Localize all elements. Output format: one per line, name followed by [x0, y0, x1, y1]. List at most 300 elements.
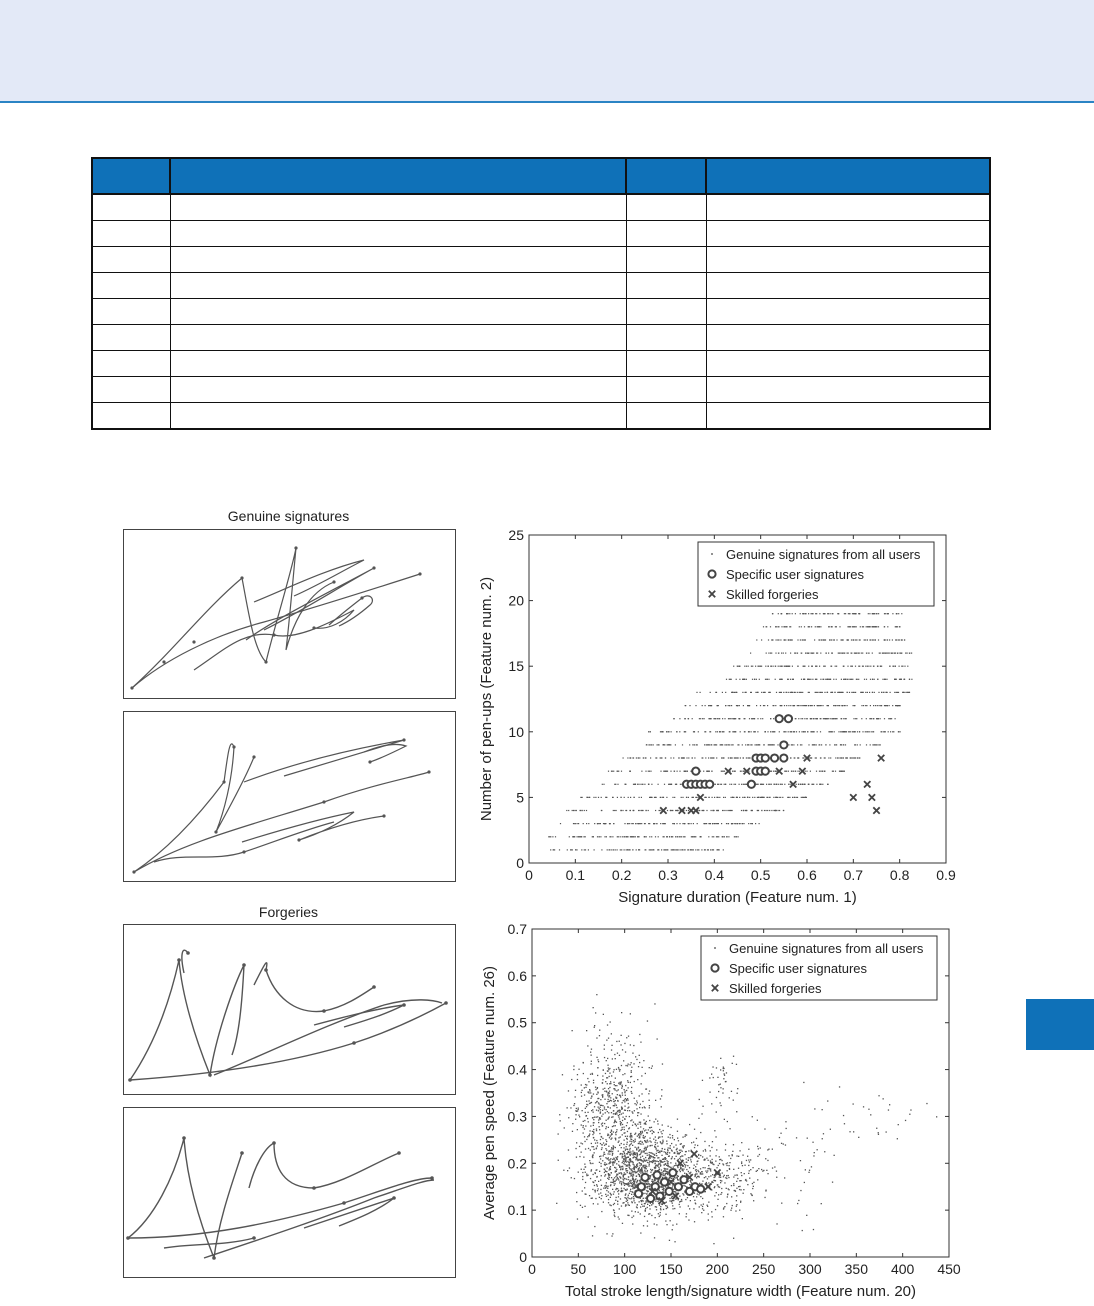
genuine-point: [606, 1077, 607, 1078]
genuine-point: [870, 666, 871, 667]
genuine-point: [624, 1155, 625, 1156]
genuine-point: [720, 1159, 721, 1160]
genuine-point: [640, 1159, 641, 1160]
genuine-point: [608, 1112, 609, 1113]
genuine-point: [582, 1207, 583, 1208]
genuine-point: [609, 1073, 610, 1074]
table-cell: [92, 194, 170, 221]
genuine-point: [572, 1030, 573, 1031]
genuine-point: [820, 626, 821, 627]
genuine-point: [612, 1164, 613, 1165]
genuine-point: [665, 1205, 666, 1206]
genuine-point: [632, 1111, 633, 1112]
genuine-point: [588, 1216, 589, 1217]
genuine-point: [792, 666, 793, 667]
genuine-point: [627, 849, 628, 850]
genuine-point: [758, 1148, 759, 1149]
genuine-point: [907, 666, 908, 667]
genuine-point: [742, 1155, 743, 1156]
genuine-point: [661, 1133, 662, 1134]
genuine-point: [749, 797, 750, 798]
genuine-point: [647, 1020, 648, 1021]
genuine-point: [766, 784, 767, 785]
genuine-point: [728, 705, 729, 706]
genuine-point: [661, 1131, 662, 1132]
genuine-point: [721, 1160, 722, 1161]
genuine-point: [718, 849, 719, 850]
genuine-point: [656, 1155, 657, 1156]
genuine-point: [879, 705, 880, 706]
genuine-point: [597, 1098, 598, 1099]
genuine-point: [793, 744, 794, 745]
genuine-point: [658, 1182, 659, 1183]
x-tick-label: 450: [937, 1261, 961, 1277]
genuine-point: [597, 1190, 598, 1191]
genuine-point: [733, 1100, 734, 1101]
genuine-point: [670, 771, 671, 772]
genuine-point: [813, 718, 814, 719]
genuine-point: [801, 718, 802, 719]
genuine-point: [739, 1189, 740, 1190]
genuine-point: [703, 771, 704, 772]
pen-ups-vs-duration-plot: [470, 520, 970, 915]
genuine-point: [715, 744, 716, 745]
genuine-point: [759, 823, 760, 824]
genuine-point: [622, 1095, 623, 1096]
genuine-point: [652, 1203, 653, 1204]
genuine-point: [613, 1182, 614, 1183]
genuine-point: [789, 613, 790, 614]
genuine-point: [669, 784, 670, 785]
genuine-point: [696, 744, 697, 745]
genuine-point: [681, 849, 682, 850]
user-signature-point: [666, 1188, 673, 1195]
genuine-point: [595, 1191, 596, 1192]
genuine-point: [679, 731, 680, 732]
genuine-point: [800, 784, 801, 785]
genuine-point: [638, 1066, 639, 1067]
genuine-point: [696, 692, 697, 693]
genuine-point: [607, 1058, 608, 1059]
genuine-point: [672, 1205, 673, 1206]
genuine-point: [731, 1091, 732, 1092]
genuine-point: [855, 744, 856, 745]
genuine-point: [697, 823, 698, 824]
genuine-point: [717, 810, 718, 811]
genuine-point: [713, 836, 714, 837]
genuine-point: [676, 1224, 677, 1225]
genuine-point: [664, 1149, 665, 1150]
genuine-point: [631, 1087, 632, 1088]
genuine-point: [592, 1134, 593, 1135]
genuine-point: [661, 849, 662, 850]
genuine-point: [895, 718, 896, 719]
genuine-point: [759, 666, 760, 667]
genuine-point: [640, 1134, 641, 1135]
genuine-point: [751, 666, 752, 667]
genuine-point: [589, 797, 590, 798]
legend-label: Specific user signatures: [726, 567, 865, 582]
genuine-point: [639, 1143, 640, 1144]
genuine-point: [757, 744, 758, 745]
genuine-point: [626, 1201, 627, 1202]
genuine-point: [698, 731, 699, 732]
genuine-point: [664, 784, 665, 785]
genuine-point: [747, 1184, 748, 1185]
genuine-point: [612, 1058, 613, 1059]
genuine-point: [853, 705, 854, 706]
genuine-point: [599, 823, 600, 824]
genuine-point: [648, 1129, 649, 1130]
genuine-point: [660, 1212, 661, 1213]
genuine-point: [760, 705, 761, 706]
genuine-point: [639, 1137, 640, 1138]
genuine-point: [828, 679, 829, 680]
genuine-point: [612, 1159, 613, 1160]
genuine-point: [684, 1154, 685, 1155]
genuine-point: [736, 1064, 737, 1065]
genuine-point: [873, 666, 874, 667]
genuine-point: [585, 836, 586, 837]
genuine-point: [629, 1172, 630, 1173]
genuine-point: [866, 653, 867, 654]
genuine-point: [825, 744, 826, 745]
genuine-point: [770, 771, 771, 772]
genuine-point: [611, 1148, 612, 1149]
genuine-point: [650, 1145, 651, 1146]
genuine-point: [615, 1167, 616, 1168]
genuine-point: [684, 1164, 685, 1165]
genuine-point: [796, 784, 797, 785]
genuine-point: [657, 1146, 658, 1147]
genuine-point: [648, 744, 649, 745]
genuine-point: [691, 1161, 692, 1162]
genuine-point: [584, 1164, 585, 1165]
genuine-point: [734, 836, 735, 837]
genuine-point: [676, 784, 677, 785]
genuine-point: [854, 705, 855, 706]
genuine-point: [713, 718, 714, 719]
genuine-point: [755, 731, 756, 732]
genuine-point: [613, 810, 614, 811]
genuine-point: [729, 810, 730, 811]
genuine-point: [608, 1173, 609, 1174]
genuine-point: [866, 626, 867, 627]
table-cell: [706, 221, 990, 247]
genuine-point: [866, 744, 867, 745]
genuine-point: [588, 823, 589, 824]
genuine-point: [695, 849, 696, 850]
genuine-point: [792, 613, 793, 614]
x-tick-label: 300: [798, 1261, 822, 1277]
genuine-point: [723, 1216, 724, 1217]
genuine-point: [633, 1215, 634, 1216]
genuine-point: [768, 653, 769, 654]
genuine-point: [867, 666, 868, 667]
genuine-point: [644, 1170, 645, 1171]
genuine-point: [616, 1041, 617, 1042]
genuine-point: [616, 1107, 617, 1108]
genuine-point: [716, 744, 717, 745]
genuine-point: [672, 797, 673, 798]
genuine-point: [583, 836, 584, 837]
genuine-point: [624, 1106, 625, 1107]
genuine-point: [899, 626, 900, 627]
genuine-point: [593, 1007, 594, 1008]
genuine-point: [718, 1084, 719, 1085]
genuine-point: [605, 1073, 606, 1074]
genuine-point: [669, 1198, 670, 1199]
genuine-point: [593, 1129, 594, 1130]
genuine-point: [894, 692, 895, 693]
genuine-point: [801, 653, 802, 654]
genuine-point: [835, 718, 836, 719]
genuine-point: [694, 1147, 695, 1148]
table-header-cell: [626, 158, 706, 194]
genuine-point: [900, 653, 901, 654]
genuine-point: [819, 639, 820, 640]
genuine-point: [776, 771, 777, 772]
genuine-point: [635, 823, 636, 824]
genuine-point: [621, 797, 622, 798]
genuine-point: [575, 1114, 576, 1115]
genuine-point: [584, 1087, 585, 1088]
genuine-point: [711, 744, 712, 745]
genuine-point: [742, 797, 743, 798]
genuine-point: [728, 757, 729, 758]
genuine-point: [753, 718, 754, 719]
table-cell: [706, 247, 990, 273]
genuine-point: [629, 1181, 630, 1182]
genuine-point: [849, 679, 850, 680]
genuine-point: [794, 797, 795, 798]
genuine-point: [881, 692, 882, 693]
genuine-point: [639, 1141, 640, 1142]
genuine-point: [635, 784, 636, 785]
genuine-point: [653, 1132, 654, 1133]
genuine-point: [674, 771, 675, 772]
genuine-point: [604, 1123, 605, 1124]
genuine-point: [689, 1208, 690, 1209]
genuine-point: [867, 639, 868, 640]
genuine-point: [835, 705, 836, 706]
genuine-point: [603, 1142, 604, 1143]
genuine-point: [773, 718, 774, 719]
genuine-point: [780, 639, 781, 640]
genuine-point: [748, 744, 749, 745]
genuine-point: [708, 1202, 709, 1203]
genuine-point: [642, 1142, 643, 1143]
genuine-point: [707, 1205, 708, 1206]
genuine-point: [586, 1139, 587, 1140]
genuine-point: [666, 1171, 667, 1172]
genuine-point: [830, 1129, 831, 1130]
genuine-point: [594, 1027, 595, 1028]
genuine-point: [752, 679, 753, 680]
genuine-point: [711, 1103, 712, 1104]
genuine-point: [651, 1127, 652, 1128]
genuine-point: [631, 823, 632, 824]
genuine-point: [598, 1122, 599, 1123]
genuine-point: [757, 797, 758, 798]
genuine-point: [674, 718, 675, 719]
genuine-point: [641, 1152, 642, 1153]
genuine-point: [684, 823, 685, 824]
genuine-point: [633, 1198, 634, 1199]
genuine-point: [709, 1145, 710, 1146]
genuine-point: [909, 653, 910, 654]
genuine-point: [809, 679, 810, 680]
genuine-point: [901, 666, 902, 667]
genuine-point: [733, 1185, 734, 1186]
genuine-point: [594, 1152, 595, 1153]
genuine-point: [679, 1201, 680, 1202]
genuine-point: [644, 1216, 645, 1217]
genuine-point: [874, 613, 875, 614]
genuine-point: [598, 1188, 599, 1189]
genuine-point: [619, 1055, 620, 1056]
genuine-point: [889, 1104, 890, 1105]
genuine-point: [757, 718, 758, 719]
genuine-point: [585, 1125, 586, 1126]
genuine-point: [763, 692, 764, 693]
genuine-point: [761, 784, 762, 785]
genuine-point: [610, 1182, 611, 1183]
genuine-point: [896, 692, 897, 693]
genuine-point: [875, 626, 876, 627]
genuine-point: [637, 1207, 638, 1208]
genuine-point: [648, 810, 649, 811]
genuine-point: [615, 849, 616, 850]
genuine-point: [820, 757, 821, 758]
genuine-point: [781, 1203, 782, 1204]
genuine-point: [665, 1163, 666, 1164]
genuine-point: [849, 626, 850, 627]
genuine-point: [755, 823, 756, 824]
genuine-point: [708, 836, 709, 837]
genuine-point: [645, 1168, 646, 1169]
genuine-point: [657, 1038, 658, 1039]
genuine-point: [594, 1190, 595, 1191]
genuine-point: [663, 836, 664, 837]
genuine-point: [743, 1189, 744, 1190]
genuine-point: [662, 797, 663, 798]
genuine-point: [628, 1195, 629, 1196]
genuine-point: [870, 718, 871, 719]
genuine-point: [796, 731, 797, 732]
genuine-point: [888, 731, 889, 732]
table-row: [92, 325, 990, 351]
genuine-point: [800, 1160, 801, 1161]
genuine-point: [586, 1106, 587, 1107]
genuine-point: [833, 679, 834, 680]
genuine-point: [647, 1204, 648, 1205]
user-signature-point: [647, 1195, 654, 1202]
genuine-point: [743, 784, 744, 785]
genuine-point: [645, 1157, 646, 1158]
genuine-point: [662, 1136, 663, 1137]
genuine-point: [711, 718, 712, 719]
genuine-point: [822, 692, 823, 693]
genuine-point: [667, 1206, 668, 1207]
genuine-point: [649, 1164, 650, 1165]
genuine-point: [873, 705, 874, 706]
genuine-point: [823, 666, 824, 667]
genuine-point: [619, 1218, 620, 1219]
genuine-point: [896, 626, 897, 627]
genuine-point: [608, 1199, 609, 1200]
genuine-point: [629, 1163, 630, 1164]
genuine-point: [638, 1143, 639, 1144]
genuine-point: [680, 1156, 681, 1157]
genuine-point: [717, 1184, 718, 1185]
genuine-point: [732, 771, 733, 772]
genuine-point: [593, 1174, 594, 1175]
genuine-point: [858, 679, 859, 680]
genuine-point: [649, 1100, 650, 1101]
genuine-point: [713, 1077, 714, 1078]
genuine-point: [902, 639, 903, 640]
genuine-point: [581, 836, 582, 837]
genuine-point: [639, 1150, 640, 1151]
genuine-point: [571, 1079, 572, 1080]
genuine-point: [634, 1110, 635, 1111]
genuine-point: [828, 718, 829, 719]
genuine-point: [637, 1163, 638, 1164]
genuine-point: [861, 692, 862, 693]
genuine-point: [622, 1162, 623, 1163]
genuine-point: [682, 1193, 683, 1194]
genuine-point: [649, 1157, 650, 1158]
genuine-point: [590, 1149, 591, 1150]
genuine-point: [696, 1138, 697, 1139]
genuine-point: [761, 1169, 762, 1170]
genuine-point: [643, 1060, 644, 1061]
genuine-point: [624, 836, 625, 837]
genuine-point: [817, 692, 818, 693]
genuine-point: [734, 823, 735, 824]
genuine-point: [881, 666, 882, 667]
y-tick-label: 0.5: [507, 1014, 527, 1031]
genuine-point: [849, 613, 850, 614]
genuine-point: [756, 705, 757, 706]
genuine-point: [618, 1115, 619, 1116]
genuine-point: [588, 1100, 589, 1101]
genuine-point: [844, 679, 845, 680]
y-tick-label: 15: [508, 658, 524, 675]
genuine-point: [663, 1170, 664, 1171]
genuine-point: [678, 849, 679, 850]
genuine-point: [701, 1212, 702, 1213]
genuine-point: [620, 1169, 621, 1170]
genuine-point: [610, 1097, 611, 1098]
genuine-point: [770, 653, 771, 654]
genuine-point: [589, 1130, 590, 1131]
genuine-point: [712, 1141, 713, 1142]
genuine-point: [627, 1161, 628, 1162]
genuine-point: [799, 771, 800, 772]
legend-dot-marker: [714, 947, 716, 949]
genuine-point: [750, 653, 751, 654]
genuine-point: [613, 1194, 614, 1195]
genuine-point: [718, 784, 719, 785]
genuine-point: [802, 797, 803, 798]
genuine-point: [687, 1197, 688, 1198]
genuine-point: [738, 1156, 739, 1157]
genuine-points: [556, 994, 937, 1244]
genuine-point: [714, 1180, 715, 1181]
genuine-point: [585, 1172, 586, 1173]
